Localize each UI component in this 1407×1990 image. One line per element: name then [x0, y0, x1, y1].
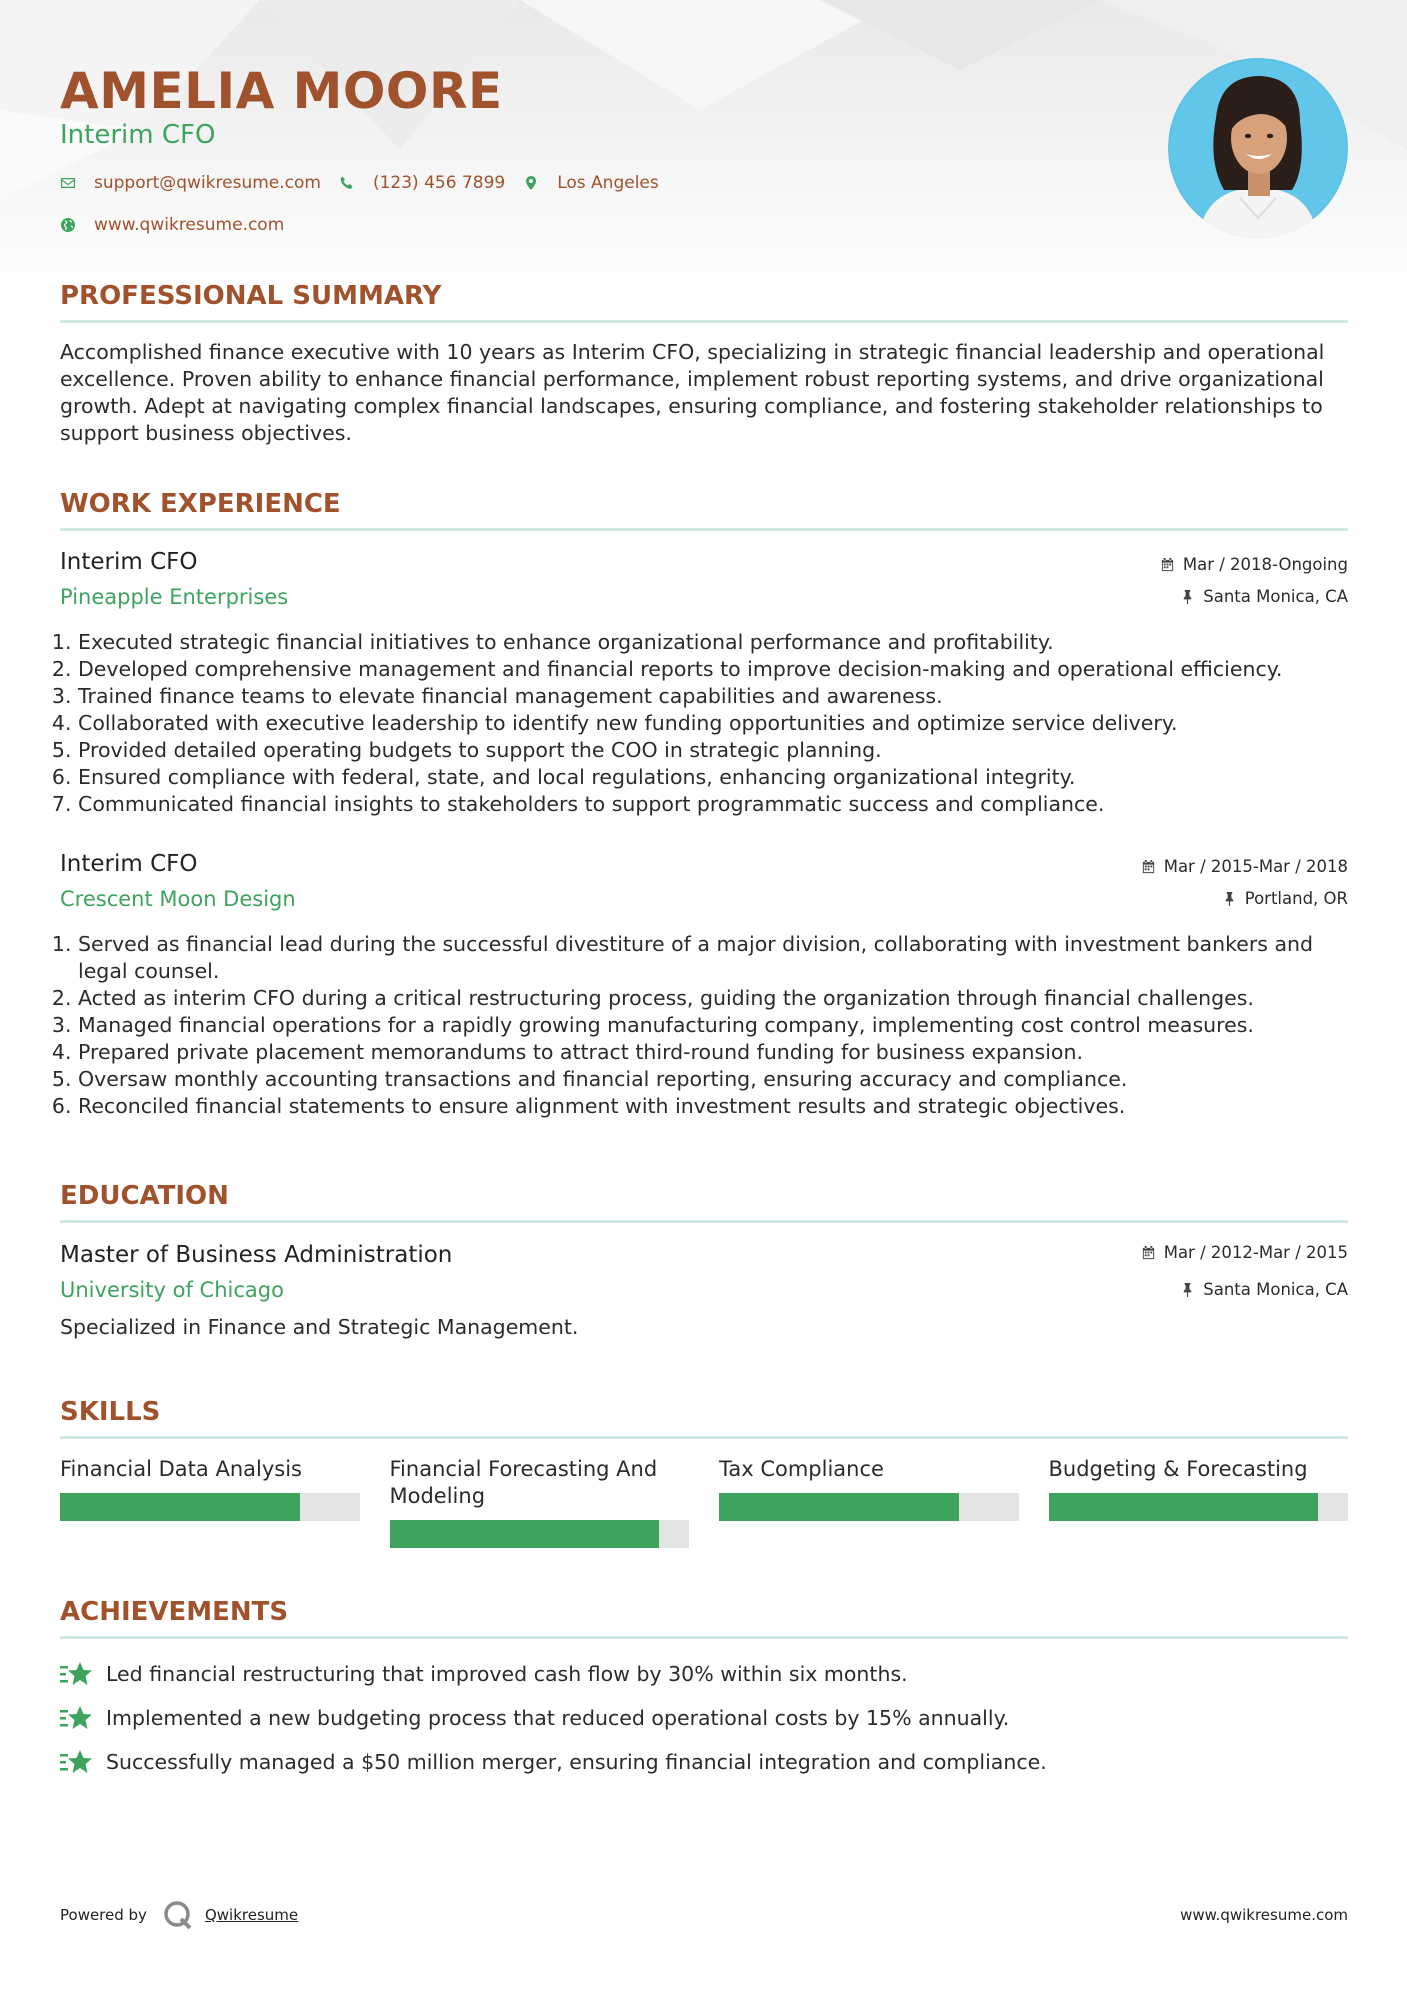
pushpin-icon — [1222, 891, 1237, 906]
job-company: Crescent Moon Design — [60, 887, 296, 911]
achievement-text: Implemented a new budgeting process that reduced operational costs by 15% annually. — [106, 1706, 1010, 1730]
skill-item — [1049, 1456, 1349, 1548]
school-name: University of Chicago — [60, 1278, 284, 1302]
skills-list — [60, 1456, 1348, 1548]
footer — [60, 1900, 1348, 1930]
list-item: 1. Served as financial lead during the successful divestiture of a major division, collaborating with investment bankers and legal counsel. — [78, 931, 1348, 985]
list-item: 1. Executed strategic financial initiatives to enhance organizational performance and profitability. — [78, 629, 1348, 656]
phone-contact[interactable] — [339, 173, 505, 193]
skill-level-fill — [719, 1493, 959, 1521]
website-contact[interactable] — [60, 215, 284, 235]
summary-heading: PROFESSIONAL SUMMARY — [60, 281, 442, 311]
education-dates — [1141, 1243, 1348, 1262]
location-text: Los Angeles — [557, 173, 659, 193]
skill-level-fill — [390, 1520, 660, 1548]
mail-icon — [60, 175, 76, 191]
skill-item — [390, 1456, 690, 1548]
skill-level-fill — [1049, 1493, 1319, 1521]
education-section — [60, 1178, 1348, 1223]
degree-title: Master of Business Administration — [60, 1242, 453, 1268]
job-responsibilities — [60, 931, 1348, 1120]
job-location — [1222, 889, 1348, 908]
education-location — [1180, 1280, 1348, 1299]
contact-row — [60, 173, 677, 193]
skill-item — [60, 1456, 360, 1548]
job-dates-text: Mar / 2018-Ongoing — [1182, 555, 1348, 574]
achievement-item — [60, 1652, 1348, 1696]
skill-level-bar — [719, 1493, 1019, 1521]
skill-level-bar — [1049, 1493, 1349, 1521]
pushpin-icon — [1180, 589, 1195, 604]
footer-website[interactable]: www.qwikresume.com — [1180, 1906, 1348, 1924]
calendar-icon — [1160, 557, 1175, 572]
website-row — [60, 215, 302, 235]
star-achievement-icon — [60, 1704, 94, 1732]
list-item: 3. Managed financial operations for a rapidly growing manufacturing company, implementing cost control measures. — [78, 1012, 1348, 1039]
education-description: Specialized in Finance and Strategic Management. — [60, 1315, 579, 1339]
list-item: 6. Reconciled financial statements to ensure alignment with investment results and strategic objectives. — [78, 1093, 1348, 1120]
qwikresume-brand-link[interactable] — [147, 1900, 298, 1930]
location-pin-icon — [523, 175, 539, 191]
list-item: 5. Provided detailed operating budgets to support the COO in strategic planning. — [78, 737, 1348, 764]
calendar-icon — [1141, 1245, 1156, 1260]
section-divider — [60, 320, 1348, 323]
skill-level-bar — [390, 1520, 690, 1548]
achievements-list — [60, 1652, 1348, 1784]
job-dates — [1141, 857, 1348, 876]
achievements-section — [60, 1594, 1348, 1639]
brand-name: Qwikresume — [204, 1906, 299, 1924]
star-achievement-icon — [60, 1748, 94, 1776]
job-dates-text: Mar / 2015-Mar / 2018 — [1163, 857, 1348, 876]
job-location-text: Portland, OR — [1244, 889, 1348, 908]
qwikresume-logo-icon — [163, 1900, 193, 1930]
globe-icon — [60, 217, 76, 233]
skill-name: Financial Data Analysis — [60, 1457, 302, 1481]
calendar-icon — [1141, 859, 1156, 874]
email-text: support@qwikresume.com — [94, 173, 321, 193]
location-contact — [523, 173, 659, 193]
experience-heading: WORK EXPERIENCE — [60, 489, 341, 519]
section-divider — [60, 1636, 1348, 1639]
job-company: Pineapple Enterprises — [60, 585, 289, 609]
avatar-illustration — [1168, 58, 1348, 238]
section-divider — [60, 1220, 1348, 1223]
skill-level-bar — [60, 1493, 360, 1521]
education-location-text: Santa Monica, CA — [1203, 1280, 1348, 1299]
star-achievement-icon — [60, 1660, 94, 1688]
list-item: 4. Prepared private placement memorandums to attract third-round funding for business expansion. — [78, 1039, 1348, 1066]
skills-section — [60, 1394, 1348, 1439]
list-item: 2. Developed comprehensive management and financial reports to improve decision-making and operational efficiency. — [78, 656, 1348, 683]
candidate-name: AMELIA MOORE — [60, 62, 503, 120]
profile-photo — [1168, 58, 1348, 238]
pushpin-icon — [1180, 1282, 1195, 1297]
skills-heading: SKILLS — [60, 1397, 161, 1427]
candidate-title: Interim CFO — [60, 120, 216, 150]
achievement-item — [60, 1740, 1348, 1784]
job-title: Interim CFO — [60, 851, 198, 877]
skill-name: Tax Compliance — [719, 1457, 884, 1481]
education-heading: EDUCATION — [60, 1181, 229, 1211]
list-item: 2. Acted as interim CFO during a critical restructuring process, guiding the organization through financial challenges. — [78, 985, 1348, 1012]
list-item: 3. Trained finance teams to elevate financial management capabilities and awareness. — [78, 683, 1348, 710]
achievement-item — [60, 1696, 1348, 1740]
website-text: www.qwikresume.com — [94, 215, 285, 235]
list-item: 7. Communicated financial insights to stakeholders to support programmatic success and compliance. — [78, 791, 1348, 818]
summary-section — [60, 278, 1348, 447]
powered-by-label: Powered by — [60, 1906, 147, 1924]
skill-item — [719, 1456, 1019, 1548]
job-location-text: Santa Monica, CA — [1203, 587, 1348, 606]
summary-text: Accomplished finance executive with 10 years as Interim CFO, specializing in strategic financial leadership and operational excellence. Proven ability to enhance financial performance, implement robust reporting systems, and drive organizational growth. Adept at navigating complex financial landscapes, ensuring compliance, and fostering stakeholder relationships to support business objectives. — [60, 340, 1325, 445]
list-item: 5. Oversaw monthly accounting transactions and financial reporting, ensuring accuracy and compliance. — [78, 1066, 1348, 1093]
skill-name: Budgeting & Forecasting — [1048, 1457, 1308, 1481]
phone-text: (123) 456 7899 — [372, 173, 506, 193]
section-divider — [60, 1436, 1348, 1439]
achievement-text: Successfully managed a $50 million merger, ensuring financial integration and compliance. — [106, 1750, 1047, 1774]
job-responsibilities — [60, 629, 1348, 818]
skill-name: Financial Forecasting And Modeling — [389, 1457, 658, 1508]
list-item: 4. Collaborated with executive leadership to identify new funding opportunities and optimize service delivery. — [78, 710, 1348, 737]
job-title: Interim CFO — [60, 549, 198, 575]
education-dates-text: Mar / 2012-Mar / 2015 — [1163, 1243, 1348, 1262]
job-location — [1180, 587, 1348, 606]
email-contact[interactable] — [60, 173, 321, 193]
experience-section — [60, 486, 1348, 531]
achievement-text: Led financial restructuring that improved cash flow by 30% within six months. — [106, 1662, 908, 1686]
job-dates — [1160, 555, 1348, 574]
list-item: 6. Ensured compliance with federal, state, and local regulations, enhancing organizational integrity. — [78, 764, 1348, 791]
phone-icon — [339, 175, 355, 191]
achievements-heading: ACHIEVEMENTS — [60, 1597, 289, 1627]
skill-level-fill — [60, 1493, 300, 1521]
section-divider — [60, 528, 1348, 531]
